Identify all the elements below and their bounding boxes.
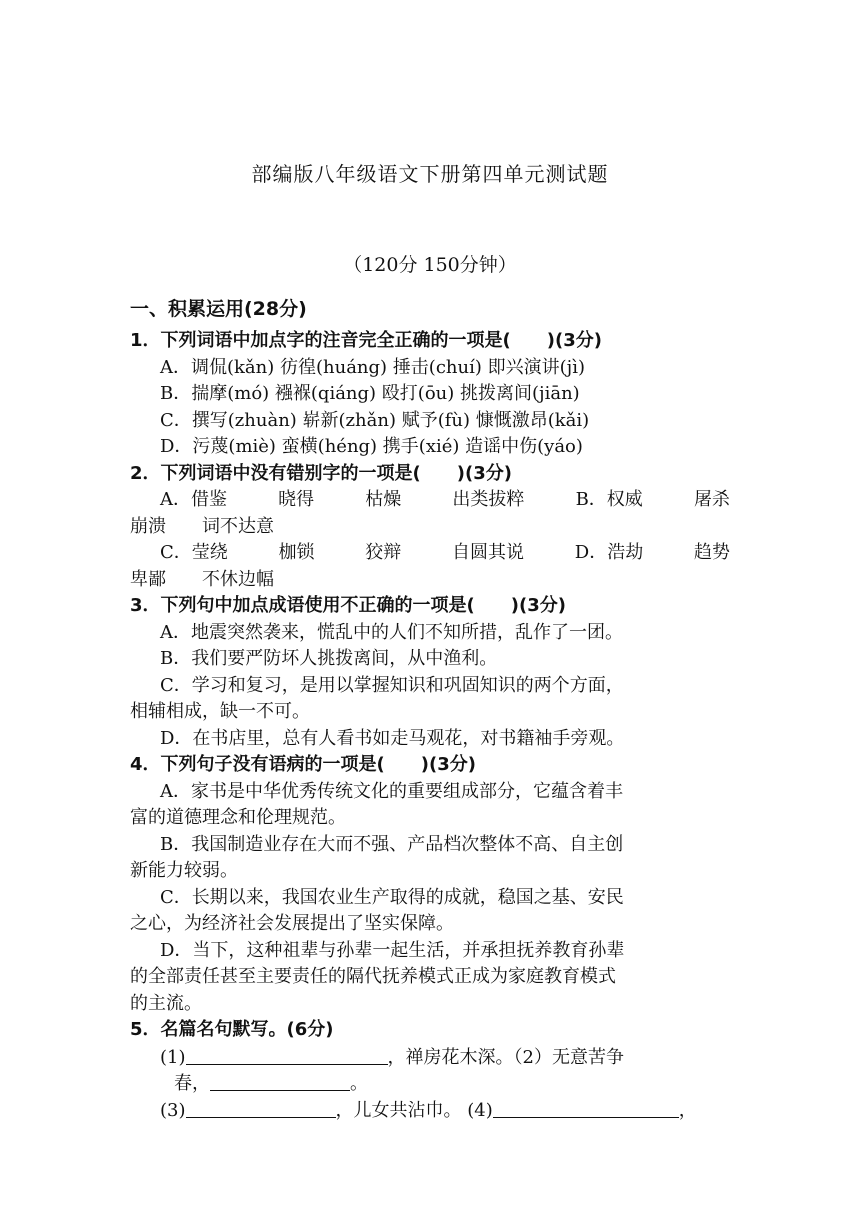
question-3-option-d: D．在书店里，总有人看书如走马观花，对书籍袖手旁观。 [160, 727, 625, 749]
fill-text: 春， [174, 1073, 210, 1094]
fill-number: (1) [160, 1046, 186, 1068]
q2-word: 屠杀 [693, 489, 730, 510]
question-2-line-1 [130, 487, 730, 514]
question-3-stem: 3．下列句中加点成语使用不正确的一项是( )(3分) [130, 595, 566, 616]
question-1-option-c: C．撰写(zhuàn) 崭新(zhǎn) 赋予(fù) 慷慨激昂(kǎi) [160, 409, 590, 431]
q2-word: C．莹绕 [160, 542, 228, 563]
fill-text: ， [678, 1099, 697, 1121]
question-4-option-c-cont: 之心，为经济社会发展提出了坚实保障。 [130, 913, 454, 934]
question-3-option-a: A．地震突然袭来，慌乱中的人们不知所措，乱作了一团。 [160, 621, 623, 643]
fill-number: (3) [160, 1099, 186, 1121]
question-2-line-2: 崩溃 词不达意 [130, 515, 274, 537]
section-heading: 一、积累运用(28分) [130, 298, 307, 320]
question-5-line-1 [130, 1044, 730, 1071]
fill-text: ，禅房花木深。（2）无意苦争 [387, 1046, 624, 1068]
question-5-stem: 5．名篇名句默写。(6分) [130, 1019, 334, 1040]
question-4-option-a: A．家书是中华优秀传统文化的重要组成部分，它蕴含着丰 [160, 780, 623, 802]
question-1-option-d: D．污蔑(miè) 蛮横(héng) 携手(xié) 造谣中伤(yáo) [160, 436, 583, 457]
question-body [130, 328, 730, 1123]
question-4-option-b: B．我国制造业存在大而不强、产品档次整体不高、自主创 [160, 833, 624, 855]
question-2-stem: 2．下列词语中没有错别字的一项是( )(3分) [130, 462, 512, 484]
q2-word: B．权威 [575, 489, 643, 510]
question-1-option-a: A．调侃(kǎn) 彷徨(huáng) 捶击(chuí) 即兴演讲(jì) [160, 356, 585, 378]
question-4-option-d: D．当下，这种祖辈与孙辈一起生活，并承担抚养教育孙辈 [160, 939, 625, 961]
q2-word: 自圆其说 [452, 542, 525, 563]
question-3-option-c-cont: 相辅相成，缺一不可。 [130, 701, 310, 722]
fill-text: 。 [350, 1073, 368, 1094]
question-5-line-2 [130, 1070, 730, 1097]
question-2-line-4: 卑鄙 不休边幅 [130, 568, 274, 590]
document-subtitle: （120分 150分钟） [343, 254, 517, 276]
q2-word: 枯燥 [365, 489, 402, 510]
question-4-option-d-cont: 的全部责任甚至主要责任的隔代抚养模式正成为家庭教育模式 [130, 966, 616, 987]
fill-in-blank[interactable] [186, 1097, 336, 1118]
question-1-option-b: B．揣摩(mó) 襁褓(qiáng) 殴打(ōu) 挑拨离间(jiān) [160, 383, 580, 404]
question-1-stem: 1．下列词语中加点字的注音完全正确的一项是( )(3分) [130, 330, 602, 351]
q2-word: D．浩劫 [574, 542, 644, 563]
question-4-option-d-cont: 的主流。 [130, 992, 202, 1014]
question-2-line-3 [130, 540, 730, 567]
question-4-option-a-cont: 富的道德理念和伦理规范。 [130, 807, 346, 828]
fill-in-blank[interactable] [210, 1070, 350, 1091]
document-title: 部编版八年级语文下册第四单元测试题 [251, 162, 609, 186]
question-4-option-b-cont: 新能力较弱。 [130, 860, 238, 881]
question-4-option-c: C．长期以来，我国农业生产取得的成就，稳国之基、安民 [160, 886, 624, 908]
q2-word: 狡辩 [365, 542, 402, 563]
q2-word: A．借鉴 [160, 489, 227, 510]
question-5-line-3 [130, 1097, 730, 1124]
fill-text: ，儿女共沾巾。 (4) [335, 1099, 493, 1121]
q2-word: 枷锁 [278, 542, 315, 563]
question-3-option-b: B．我们要严防坏人挑拨离间，从中渔利。 [160, 648, 498, 669]
fill-in-blank[interactable] [493, 1097, 679, 1118]
question-3-option-c: C．学习和复习，是用以掌握知识和巩固知识的两个方面， [160, 674, 624, 696]
question-4-stem: 4．下列句子没有语病的一项是( )(3分) [130, 754, 476, 775]
fill-in-blank[interactable] [186, 1044, 388, 1065]
q2-word: 趋势 [693, 542, 730, 563]
q2-word: 晓得 [278, 489, 315, 510]
q2-word: 出类拔粹 [452, 489, 525, 510]
